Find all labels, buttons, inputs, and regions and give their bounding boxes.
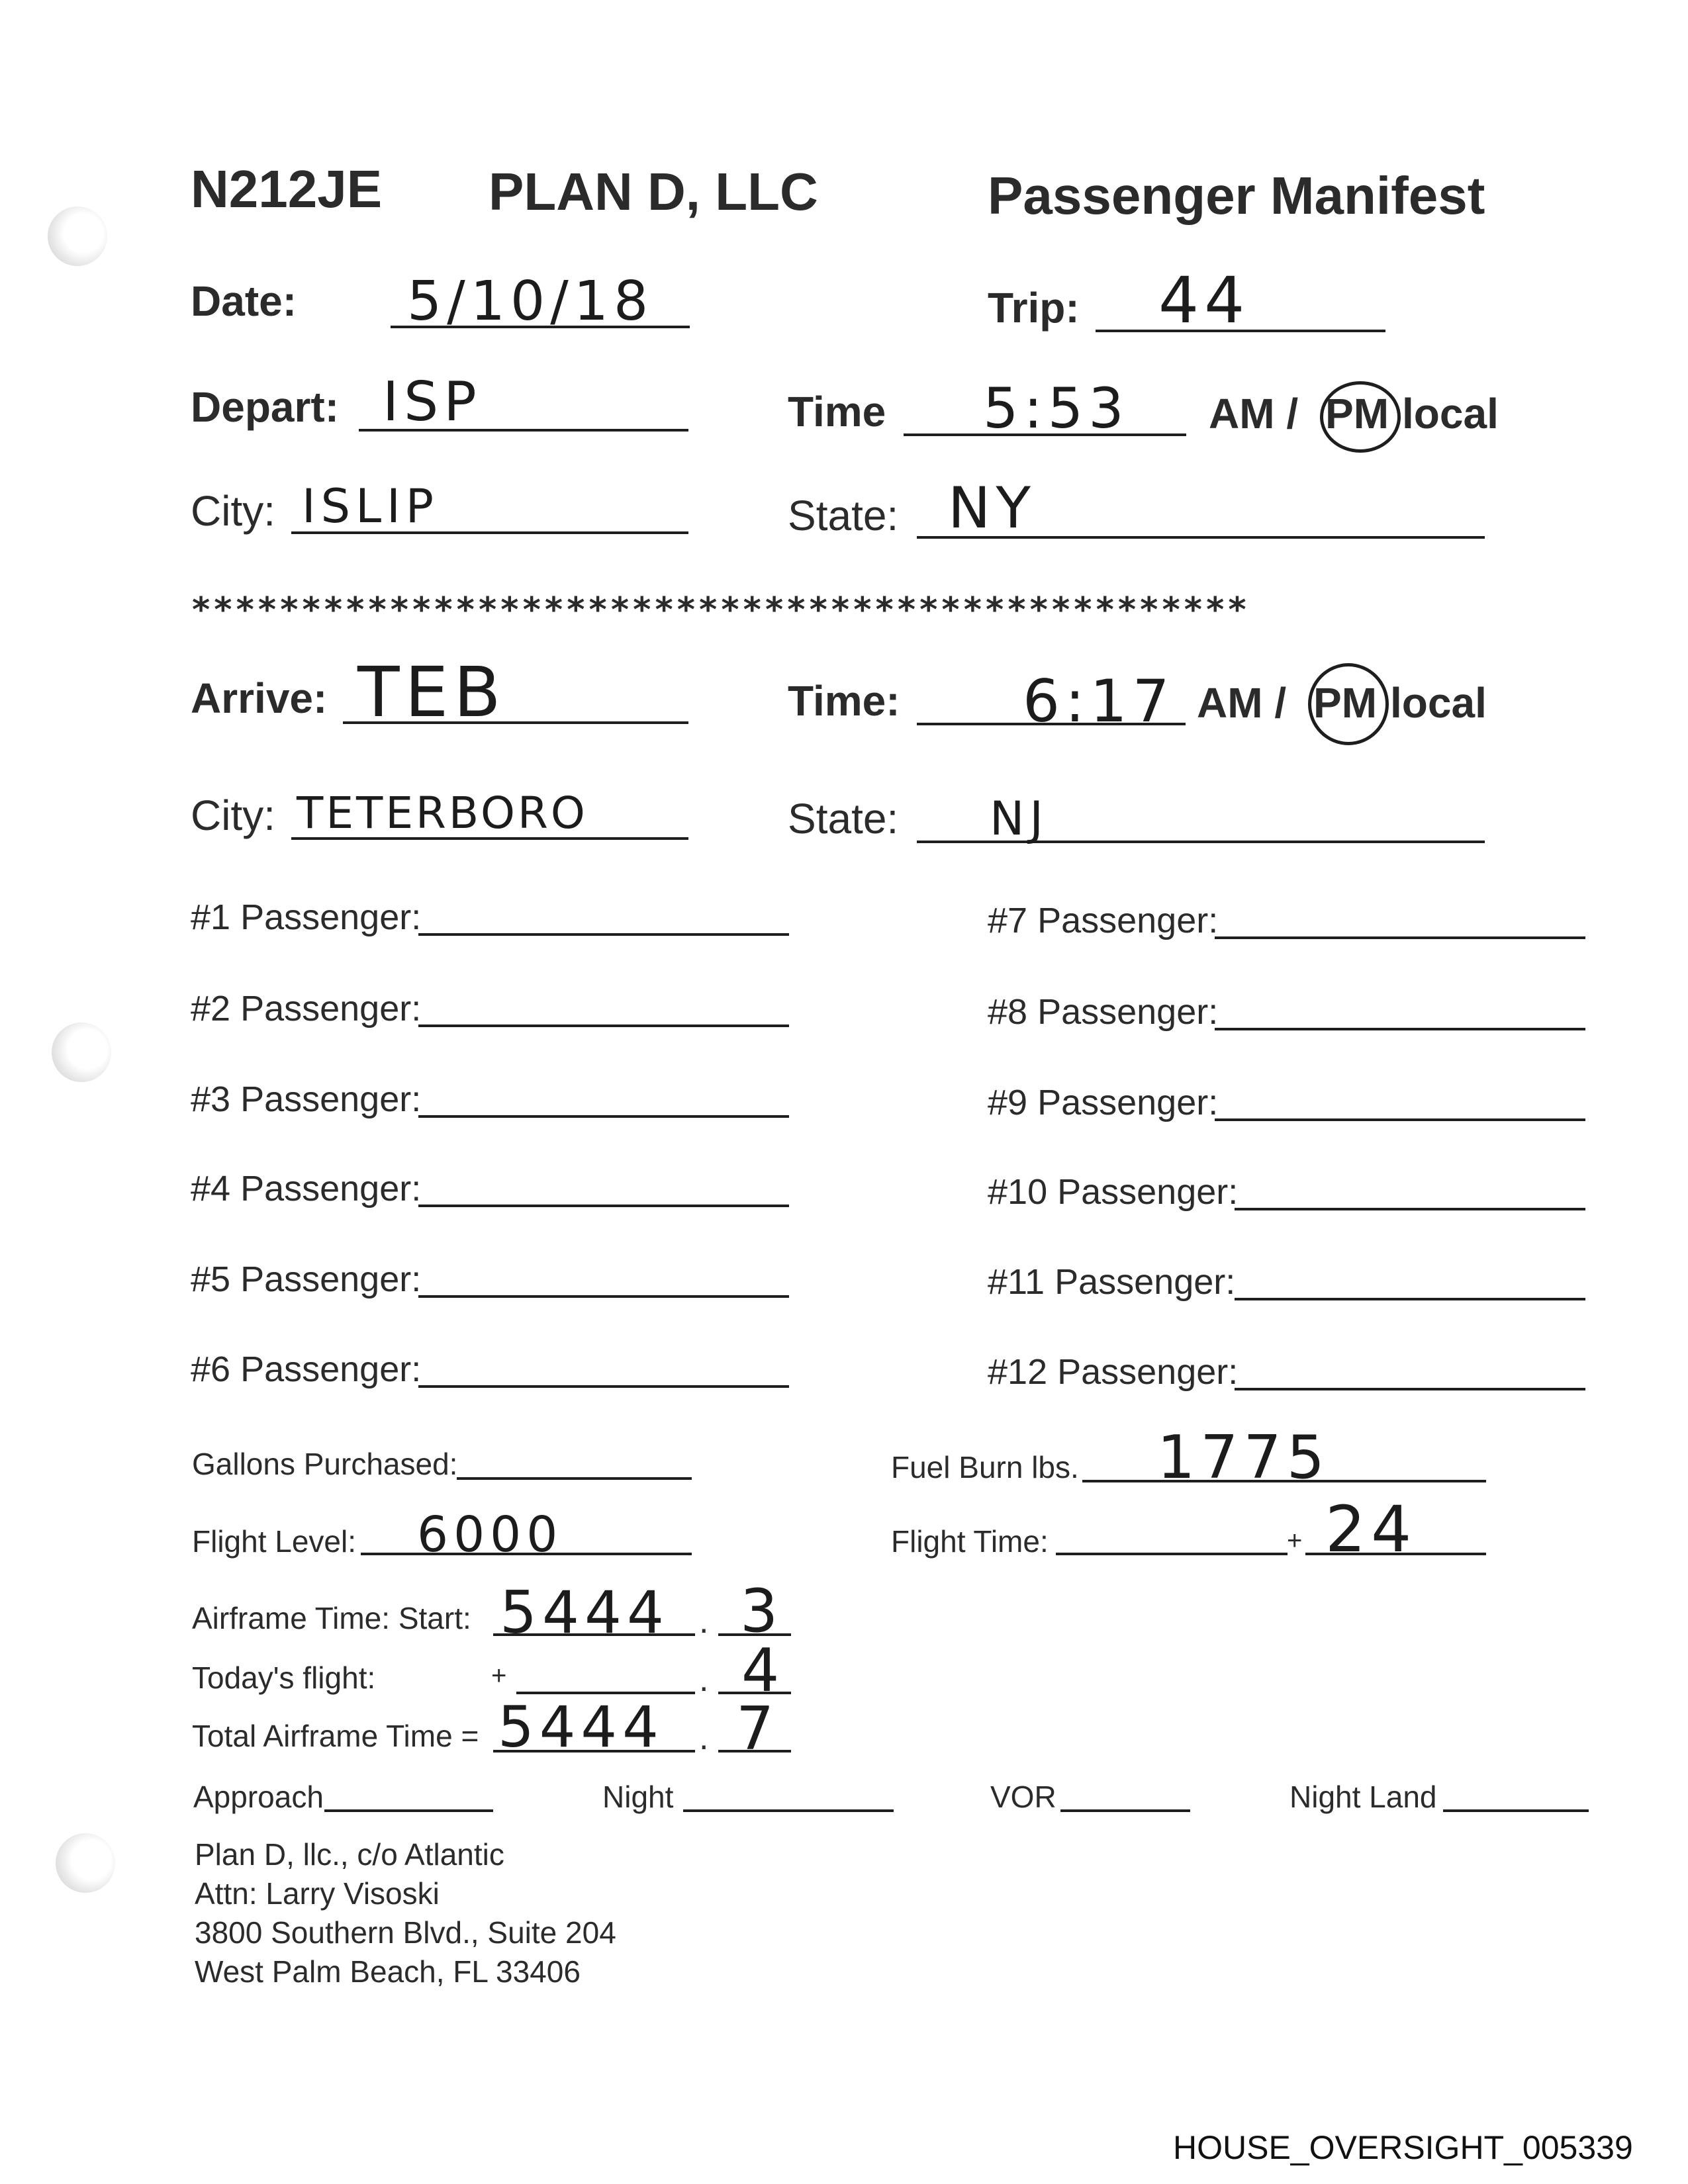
flight-time-plus: + [1287,1526,1303,1555]
depart-time-label: Time [788,388,886,435]
passenger-1-line[interactable] [418,933,789,936]
passenger-10-line[interactable] [1235,1208,1585,1210]
depart-state-value: NY [948,475,1036,541]
passenger-12-line[interactable] [1235,1388,1585,1390]
flight-level-label: Flight Level: [192,1524,357,1559]
passenger-8-label: #8 Passenger: [988,992,1219,1032]
night-line[interactable] [683,1809,894,1812]
date-label: Date: [191,277,297,325]
total-airframe-label: Total Airframe Time = [192,1719,479,1753]
todays-flight-plus: + [491,1661,507,1690]
punch-hole-top [48,206,107,266]
todays-flight-label: Today's flight: [192,1661,376,1695]
depart-city-label: City: [191,487,275,535]
arrive-state-label: State: [788,795,899,842]
flight-time-label: Flight Time: [891,1524,1049,1559]
arrive-city-value: TETERBORO [297,788,588,839]
passenger-9-label: #9 Passenger: [988,1083,1219,1122]
passenger-5-line[interactable] [418,1295,789,1298]
airframe-start-label: Airframe Time: Start: [192,1601,471,1635]
arrive-local-label: local [1390,679,1487,727]
company-name: PLAN D, LLC [489,162,818,221]
depart-state-label: State: [788,492,899,539]
fuel-burn-value: 1775 [1157,1423,1331,1492]
passenger-5-label: #5 Passenger: [191,1259,422,1299]
airframe-start-tenth: 3 [740,1576,784,1646]
gallons-line[interactable] [457,1477,692,1480]
passenger-8-line[interactable] [1215,1028,1585,1030]
todays-flight-tenth: 4 [741,1636,785,1706]
arrive-state-value: NJ [990,792,1049,846]
punch-hole-middle [52,1023,111,1082]
bates-number: HOUSE_OVERSIGHT_005339 [1173,2129,1633,2166]
depart-am-label: AM / [1209,390,1299,437]
vor-label: VOR [990,1780,1056,1814]
passenger-6-line[interactable] [418,1385,789,1388]
passenger-4-label: #4 Passenger: [191,1169,422,1208]
punch-hole-bottom [56,1833,115,1893]
address-line-1: Plan D, llc., c/o Atlantic [195,1837,504,1872]
tail-number: N212JE [191,159,383,218]
arrive-time-value: 6:17 [1023,667,1175,735]
separator-asterisks: ************************************************ [191,590,1249,630]
total-airframe-dot: . [699,1719,709,1757]
flight-level-value: 6000 [417,1506,563,1563]
passenger-4-line[interactable] [418,1205,789,1207]
depart-pm-label: PM [1325,390,1389,437]
passenger-7-label: #7 Passenger: [988,901,1219,940]
passenger-6-label: #6 Passenger: [191,1349,422,1389]
trip-value: 44 [1158,263,1250,338]
passenger-9-line[interactable] [1215,1118,1585,1121]
address-line-4: West Palm Beach, FL 33406 [195,1954,581,1989]
flight-time-line-1[interactable] [1056,1553,1288,1555]
address-line-3: 3800 Southern Blvd., Suite 204 [195,1915,616,1950]
arrive-time-label: Time: [788,677,900,725]
arrive-pm-label: PM [1313,679,1377,727]
airframe-start-whole: 5444 [500,1578,669,1647]
passenger-11-line[interactable] [1235,1298,1585,1300]
passenger-7-line[interactable] [1215,936,1585,939]
gallons-label: Gallons Purchased: [192,1447,458,1481]
total-airframe-tenth: 7 [736,1694,780,1764]
passenger-2-line[interactable] [418,1024,789,1027]
flight-time-value: 24 [1325,1492,1417,1567]
passenger-12-label: #12 Passenger: [988,1352,1239,1392]
passenger-3-label: #3 Passenger: [191,1079,422,1119]
total-airframe-whole: 5444 [498,1694,664,1760]
depart-local-label: local [1402,390,1499,437]
passenger-3-line[interactable] [418,1115,789,1118]
depart-pm-circle [1320,381,1401,453]
todays-flight-dot: . [699,1661,709,1699]
depart-time-value: 5:53 [983,376,1129,441]
approach-label: Approach [193,1780,324,1814]
depart-label: Depart: [191,383,340,431]
night-label: Night [602,1780,674,1814]
night-land-label: Night Land [1289,1780,1437,1814]
arrive-pm-circle [1308,663,1389,745]
approach-line[interactable] [324,1809,493,1812]
arrive-am-label: AM / [1197,679,1287,727]
passenger-10-label: #10 Passenger: [988,1172,1239,1212]
fuel-burn-label: Fuel Burn lbs. [891,1450,1079,1484]
date-value: 5/10/18 [407,270,654,333]
depart-value: ISP [383,371,482,433]
night-land-line[interactable] [1443,1809,1589,1812]
trip-label: Trip: [988,284,1080,332]
depart-city-value: ISLIP [302,479,439,533]
arrive-city-label: City: [191,792,275,839]
page-title: Passenger Manifest [988,166,1485,225]
passenger-11-label: #11 Passenger: [988,1262,1236,1302]
arrive-value: TEB [357,652,506,733]
airframe-start-dot: . [699,1602,709,1641]
arrive-label: Arrive: [191,674,328,722]
vor-line[interactable] [1060,1809,1190,1812]
passenger-2-label: #2 Passenger: [191,989,422,1028]
address-line-2: Attn: Larry Visoski [195,1876,440,1911]
passenger-1-label: #1 Passenger: [191,897,422,937]
